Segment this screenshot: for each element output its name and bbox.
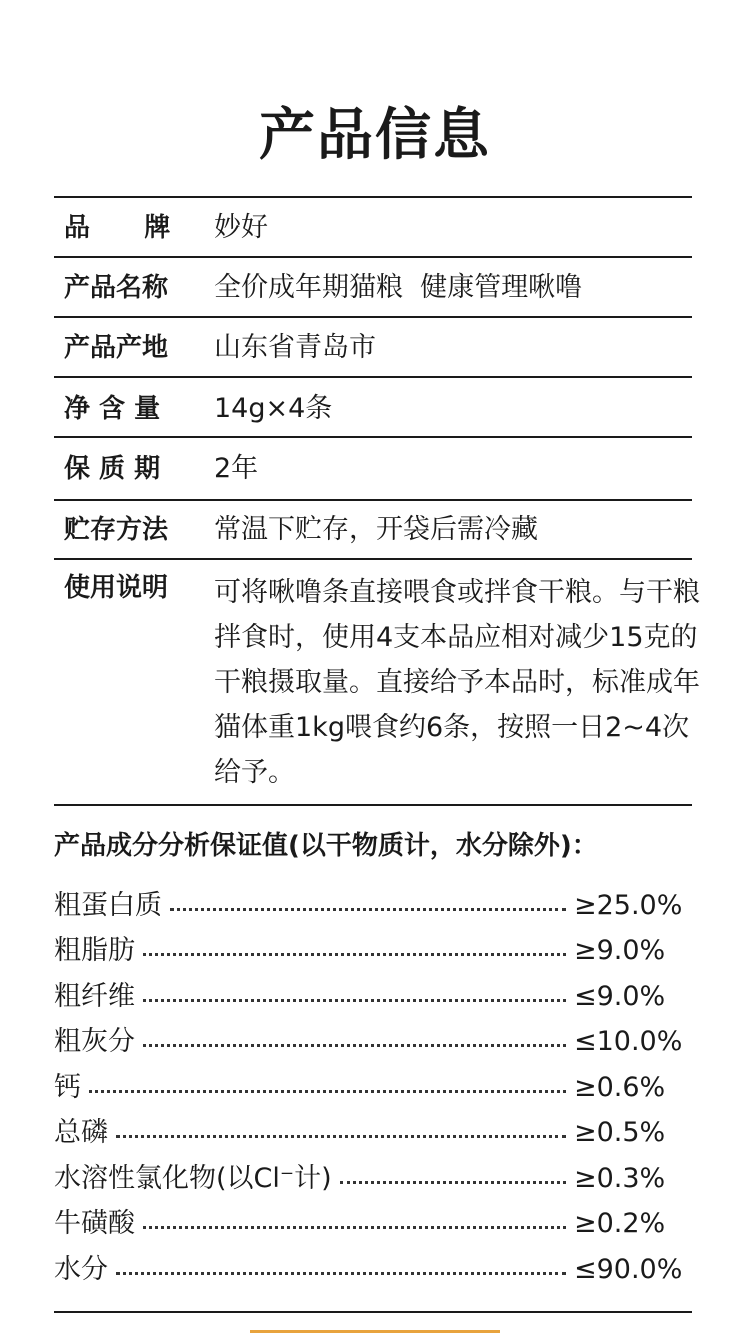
info-value: 山东省青岛市	[214, 332, 376, 363]
nutrient-name: 总磷	[54, 1117, 108, 1148]
bottom-divider	[54, 1311, 692, 1313]
info-label: 产品产地	[64, 333, 169, 363]
dot-leader	[116, 1113, 566, 1153]
nutrient-name: 牛磺酸	[54, 1208, 135, 1239]
table-divider	[54, 499, 692, 501]
info-value: 可将啾噜条直接喂食或拌食干粮。与干粮拌食时，使用4支本品应相对减少15克的干粮摄取量。直接给予本品时，标准成年猫体重1kg喂食约6条，按照一日2~4次给予。	[214, 577, 700, 788]
info-label: 产品名称	[64, 273, 169, 303]
info-label: 品 牌	[64, 213, 171, 243]
dot-leader	[116, 1250, 566, 1290]
list-item	[54, 886, 694, 926]
info-label: 贮存方法	[64, 515, 169, 545]
nutrient-value: ≥9.0%	[574, 935, 666, 966]
dot-leader	[143, 1022, 566, 1062]
table-divider	[54, 558, 692, 560]
dot-leader	[143, 1204, 566, 1244]
info-value: 全价成年期猫粮 健康管理啾噜	[214, 272, 583, 303]
nutrient-value: ≥0.3%	[574, 1163, 666, 1194]
nutrient-name: 粗蛋白质	[54, 890, 162, 921]
nutrient-value: ≥25.0%	[574, 890, 683, 921]
nutrient-name: 粗灰分	[54, 1026, 135, 1057]
table-divider	[54, 196, 692, 198]
table-divider	[54, 436, 692, 438]
table-divider	[54, 256, 692, 258]
list-item	[54, 977, 694, 1017]
table-divider	[54, 804, 692, 806]
nutrient-value: ≥0.5%	[574, 1117, 666, 1148]
list-item	[54, 1159, 694, 1199]
info-label: 净 含 量	[64, 394, 161, 424]
nutrient-name: 水分	[54, 1254, 108, 1285]
dot-leader	[340, 1159, 566, 1199]
info-value: 14g×4条	[214, 393, 333, 424]
info-label: 保 质 期	[64, 454, 161, 484]
nutrient-name: 钙	[54, 1072, 81, 1103]
nutrient-value: ≥0.6%	[574, 1072, 666, 1103]
list-item	[54, 1022, 694, 1062]
nutrient-name: 粗纤维	[54, 981, 135, 1012]
list-item	[54, 1068, 694, 1108]
dot-leader	[143, 977, 566, 1017]
nutrient-value: ≥0.2%	[574, 1208, 666, 1239]
table-divider	[54, 376, 692, 378]
dot-leader	[143, 931, 566, 971]
table-divider	[54, 316, 692, 318]
list-item	[54, 1250, 694, 1290]
nutrient-name: 水溶性氯化物(以Cl⁻计)	[54, 1163, 332, 1194]
dot-leader	[170, 886, 566, 926]
nutrient-value: ≤10.0%	[574, 1026, 683, 1057]
nutrient-name: 粗脂肪	[54, 935, 135, 966]
info-value: 妙好	[214, 212, 268, 243]
page-title: 产品信息	[259, 103, 491, 168]
nutrient-value: ≤90.0%	[574, 1254, 683, 1285]
list-item	[54, 931, 694, 971]
info-value: 常温下贮存，开袋后需冷藏	[214, 514, 538, 545]
list-item	[54, 1113, 694, 1153]
info-value: 2年	[214, 453, 259, 484]
info-label: 使用说明	[64, 573, 169, 603]
analysis-heading: 产品成分分析保证值(以干物质计，水分除外)：	[54, 831, 598, 861]
nutrient-value: ≤9.0%	[574, 981, 666, 1012]
dot-leader	[89, 1068, 566, 1108]
list-item	[54, 1204, 694, 1244]
